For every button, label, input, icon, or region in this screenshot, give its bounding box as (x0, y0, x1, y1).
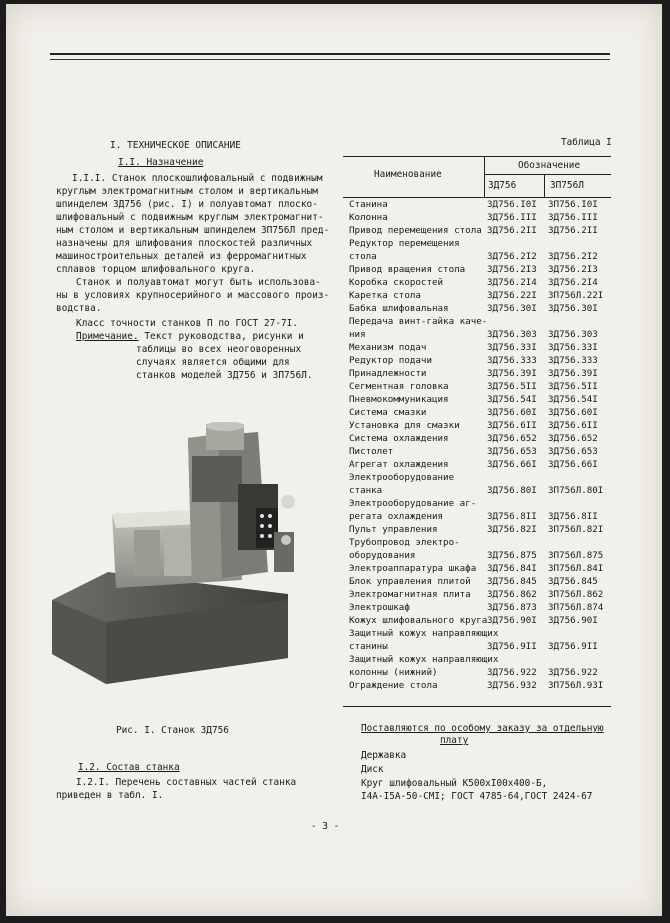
row-code-3d756: 3Д756.60I (487, 407, 537, 418)
row-code-3d756: 3Д756.90I (487, 615, 537, 626)
row-name: Принадлежности (349, 368, 427, 379)
accuracy-class: Класс точности станков П по ГОСТ 27-7I. (76, 318, 299, 329)
note-text: Текст руководства, рисунки и (138, 331, 304, 342)
table-caption: Таблица I (561, 137, 612, 148)
table-divider (484, 156, 485, 197)
table-header-line (343, 197, 611, 198)
row-code-3p756l: 3Д756.9II (548, 641, 598, 652)
row-code-3d756: 3Д756.303 (487, 329, 537, 340)
document-page (6, 4, 662, 916)
row-code-3p756l: 3Д756.303 (548, 329, 598, 340)
special-order-item: Державка (361, 750, 407, 761)
row-code-3d756: 3Д756.333 (487, 355, 537, 366)
row-name: Электрооборудование аг- (349, 498, 477, 509)
row-code-3p756l: 3Д756.III (548, 212, 598, 223)
note-line: таблицы во всех неоговоренных (136, 344, 302, 355)
row-code-3p756l: 3П756Л.80I (548, 485, 604, 496)
row-name: оборудования (349, 550, 416, 561)
row-name: Коробка скоростей (349, 277, 444, 288)
row-name: Система смазки (349, 407, 427, 418)
para-line: сплавов торцом шлифовального круга. (56, 264, 256, 275)
row-name: Станина (349, 199, 388, 210)
para-line: I.I.I. Станок плоскошлифовальный с подвижным (72, 173, 323, 184)
row-code-3p756l: 3П756Л.84I (548, 563, 604, 574)
note-line: станков моделей 3Д756 и 3П756Л. (136, 370, 313, 381)
row-name: Защитный кожух направляющих (349, 654, 499, 665)
row-code-3d756: 3Д756.862 (487, 589, 537, 600)
row-name: Установка для смазки (349, 420, 460, 431)
row-name: Каретка стола (349, 290, 421, 301)
row-name: Пневмокоммуникация (349, 394, 449, 405)
row-code-3p756l: 3Д756.653 (548, 446, 598, 457)
para-line: ным столом и вертикальным шпинделем 3П756Л пред- (56, 225, 330, 236)
special-order-item: Круг шлифовальный К500хI00х400-Б, (361, 778, 548, 789)
row-code-3p756l: 3Д756.30I (548, 303, 598, 314)
note-label: Примечание. (76, 331, 139, 342)
row-name: Система охлаждения (349, 433, 449, 444)
row-code-3d756: 3Д756.33I (487, 342, 537, 353)
row-code-3p756l: 3Д756.2I4 (548, 277, 598, 288)
para-line: круглым электромагнитным столом и вертикальным (56, 186, 318, 197)
para2-line: ны в условиях крупносерийного и массового произ- (56, 290, 330, 301)
row-code-3p756l: 3Д756.2I2 (548, 251, 598, 262)
row-code-3d756: 3Д756.922 (487, 667, 537, 678)
row-name: Передача винт-гайка каче- (349, 316, 488, 327)
row-code-3d756: 3Д756.54I (487, 394, 537, 405)
row-name: Блок управления плитой (349, 576, 471, 587)
row-name: Пульт управления (349, 524, 438, 535)
row-name: Привод вращения стола (349, 264, 466, 275)
row-code-3p756l: 3Д756.5II (548, 381, 598, 392)
row-name: Защитный кожух направляющих (349, 628, 499, 639)
row-code-3p756l: 3Д756.845 (548, 576, 598, 587)
row-name: Электромагнитная плита (349, 589, 471, 600)
row-name: станины (349, 641, 388, 652)
row-code-3p756l: 3П756.I0I (548, 199, 598, 210)
row-code-3d756: 3Д756.9II (487, 641, 537, 652)
row-name: Редуктор перемещения (349, 238, 460, 249)
note-line: случаях является общими для (136, 357, 290, 368)
row-name: Электроаппаратура шкафа (349, 563, 477, 574)
row-name: Сегментная головка (349, 381, 449, 392)
para2-line: Станок и полуавтомат могут быть использова- (76, 277, 321, 288)
row-code-3d756: 3Д756.82I (487, 524, 537, 535)
row-code-3p756l: 3Д756.33I (548, 342, 598, 353)
row-code-3p756l: 3П756Л.93I (548, 680, 604, 691)
special-order-title: Поставляются по особому заказу за отдельную (361, 723, 604, 734)
special-order-item: I4А-I5А-50-СМI; ГОСТ 4785-64,ГОСТ 2424-67 (361, 791, 593, 802)
row-code-3d756: 3Д756.22I (487, 290, 537, 301)
row-name: станка (349, 485, 383, 496)
table-border-top (343, 156, 611, 157)
row-code-3p756l: 3П756Л.874 (548, 602, 604, 613)
row-code-3p756l: 3Д756.8II (548, 511, 598, 522)
row-code-3d756: 3Д756.5II (487, 381, 537, 392)
row-code-3p756l: 3Д756.54I (548, 394, 598, 405)
para-line: шлифовальный с подвижным круглым электромагнит- (56, 212, 324, 223)
row-code-3p756l: 3Д756.39I (548, 368, 598, 379)
row-code-3d756: 3Д756.66I (487, 459, 537, 470)
row-name: регата охлаждения (349, 511, 444, 522)
row-name: Электрошкаф (349, 602, 410, 613)
row-name: Редуктор подачи (349, 355, 432, 366)
row-name: стола (349, 251, 377, 262)
row-name: Трубопровод электро- (349, 537, 460, 548)
row-code-3p756l: 3Д756.333 (548, 355, 598, 366)
para-line: назначены для шлифования плоскостей различных (56, 238, 313, 249)
row-code-3d756: 3Д756.2I3 (487, 264, 537, 275)
table-subheader-line (484, 174, 611, 175)
row-code-3d756: 3Д756.932 (487, 680, 537, 691)
row-code-3d756: 3Д756.873 (487, 602, 537, 613)
row-name: Привод перемещения стола (349, 225, 482, 236)
row-code-3p756l: 3Д756.66I (548, 459, 598, 470)
table-divider-sub (544, 174, 545, 197)
row-code-3d756: 3Д756.I0I (487, 199, 537, 210)
row-code-3d756: 3Д756.30I (487, 303, 537, 314)
row-name: Агрегат охлаждения (349, 459, 449, 470)
row-code-3p756l: 3Д756.2II (548, 225, 598, 236)
machine-photo (42, 422, 296, 688)
sub2-line: I.2.I. Перечень составных частей станка (76, 777, 297, 788)
row-name: колонны (нижний) (349, 667, 438, 678)
special-order-title-2: плату (440, 735, 469, 746)
row-name: Кожух шлифовального круга (349, 615, 488, 626)
row-name: Бабка шлифовальная (349, 303, 449, 314)
subsection2-title: I.2. Состав станка (78, 762, 180, 773)
row-code-3d756: 3Д756.III (487, 212, 537, 223)
row-code-3d756: 3Д756.84I (487, 563, 537, 574)
row-code-3p756l: 3Д756.60I (548, 407, 598, 418)
row-code-3d756: 3Д756.845 (487, 576, 537, 587)
special-order-item: Диск (361, 764, 384, 775)
row-name: ния (349, 329, 366, 340)
row-code-3p756l: 3П756Л.22I (548, 290, 604, 301)
page-number: - 3 - (311, 821, 340, 832)
row-code-3p756l: 3П756Л.875 (548, 550, 604, 561)
row-code-3d756: 3Д756.653 (487, 446, 537, 457)
para-line: шпинделем 3Д756 (рис. I) и полуавтомат плоско- (56, 199, 318, 210)
para-line: машиностроительных деталей из ферромагнитных (56, 251, 307, 262)
table-head-col1: 3Д756 (488, 180, 517, 191)
row-code-3d756: 3Д756.2II (487, 225, 537, 236)
section-title: I. ТЕХНИЧЕСКОЕ ОПИСАНИЕ (110, 140, 241, 151)
row-code-3d756: 3Д756.39I (487, 368, 537, 379)
row-code-3p756l: 3Д756.652 (548, 433, 598, 444)
row-code-3d756: 3Д756.875 (487, 550, 537, 561)
row-code-3p756l: 3Д756.90I (548, 615, 598, 626)
row-code-3d756: 3Д756.652 (487, 433, 537, 444)
table-border-bottom (343, 706, 611, 707)
table-head-name: Наименование (374, 169, 442, 180)
subsection-title: I.I. Назначение (118, 157, 204, 168)
table-head-col2: 3П756Л (550, 180, 584, 191)
sub2-line: приведен в табл. I. (56, 790, 164, 801)
row-code-3p756l: 3Д756.922 (548, 667, 598, 678)
row-name: Пистолет (349, 446, 394, 457)
row-code-3p756l: 3П756Л.82I (548, 524, 604, 535)
para2-line: водства. (56, 303, 102, 314)
row-name: Электрооборудование (349, 472, 455, 483)
figure-caption: Рис. I. Станок 3Д756 (116, 725, 229, 736)
top-rule-thin (50, 59, 610, 60)
row-code-3d756: 3Д756.6II (487, 420, 537, 431)
row-code-3d756: 3Д756.2I4 (487, 277, 537, 288)
row-code-3p756l: 3П756Л.862 (548, 589, 604, 600)
note-line-1 (76, 331, 304, 343)
row-name: Механизм подач (349, 342, 427, 353)
row-code-3d756: 3Д756.80I (487, 485, 537, 496)
row-code-3d756: 3Д756.8II (487, 511, 537, 522)
row-name: Колонна (349, 212, 388, 223)
table-head-designation: Обозначение (518, 160, 581, 171)
row-name: Ограждение стола (349, 680, 438, 691)
row-code-3p756l: 3Д756.6II (548, 420, 598, 431)
row-code-3d756: 3Д756.2I2 (487, 251, 537, 262)
row-code-3p756l: 3Д756.2I3 (548, 264, 598, 275)
top-rule (50, 53, 610, 55)
